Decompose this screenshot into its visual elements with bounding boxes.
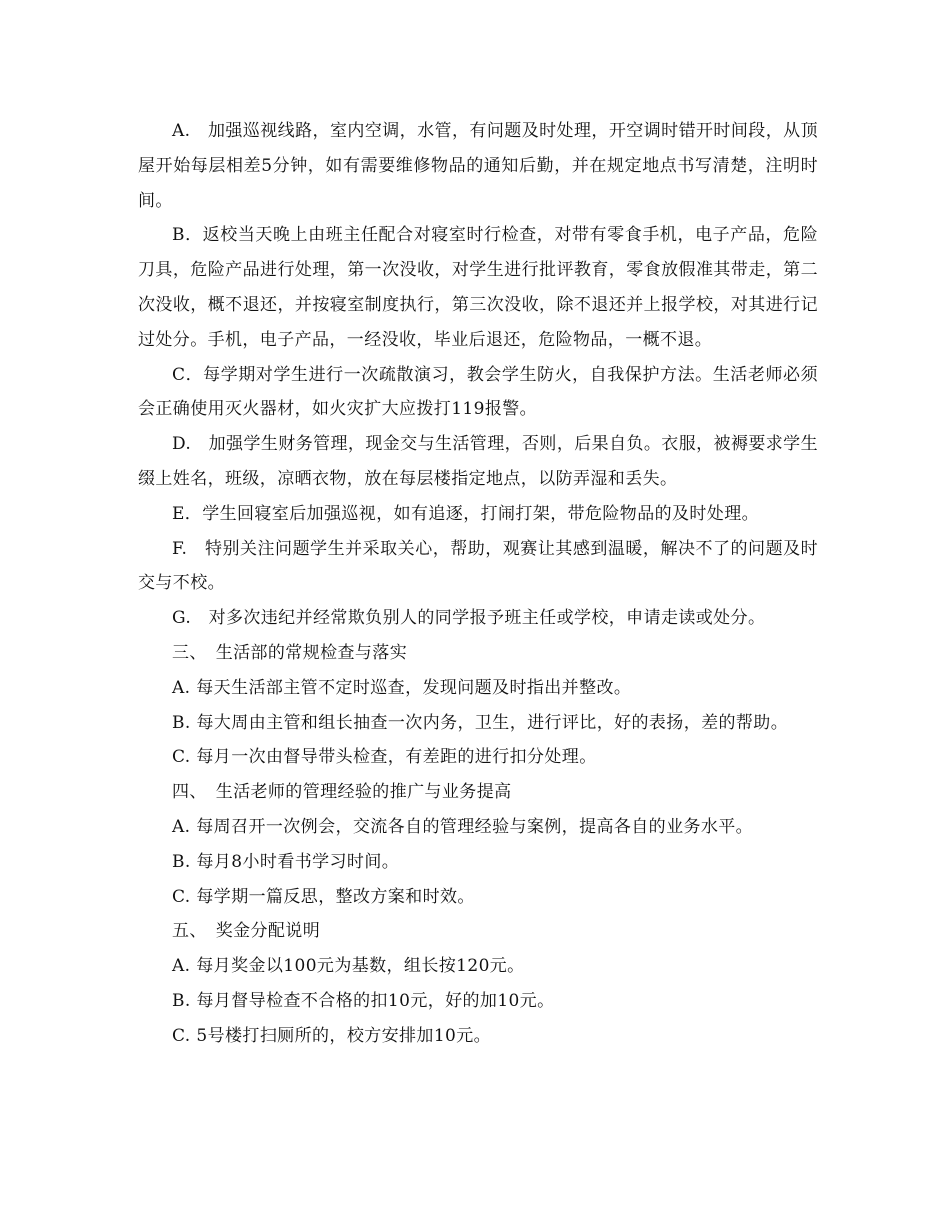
section-heading-3: 三、 生活部的常规检查与落实	[172, 642, 408, 663]
paragraph-b-dorm-check: B．返校当天晚上由班主任配合对寝室时行检查，对带有零食手机，电子产品，危险刀具，危险产品进行处理，第一次没收，对学生进行批评教育，零食放假准其带走，第二次没收，概不退还，并按寝室制度执行，第三次没收，除不退还并上报学校，对其进行记过处分。手机，电子产品，一经没收，毕业后退还，危险物品，一概不退。	[138, 225, 818, 350]
paragraph-5c: C. 5号楼打扫厕所的，校方安排加10元。	[172, 1025, 492, 1046]
paragraph-c-fire-drill: C．每学期对学生进行一次疏散演习，教会学生防火，自我保护方法。生活老师必须会正确使用灭火器材，如火灾扩大应拨打119报警。	[138, 364, 818, 420]
paragraph-g-discipline: G. 对多次违纪并经常欺负别人的同学报予班主任或学校，申请走读或处分。	[172, 608, 766, 629]
paragraph-5b: B. 每月督导检查不合格的扣10元，好的加10元。	[172, 990, 555, 1011]
paragraph-f-care: F. 特别关注问题学生并采取关心，帮助，观赛让其感到温暖，解决不了的问题及时交与不校。	[138, 538, 818, 594]
paragraph-3b: B. 每大周由主管和组长抽查一次内务，卫生，进行评比，好的表扬，差的帮助。	[172, 712, 789, 733]
paragraph-4c: C. 每学期一篇反思，整改方案和时效。	[172, 886, 475, 907]
paragraph-4b: B. 每月8小时看书学习时间。	[172, 851, 400, 872]
paragraph-4a: A. 每周召开一次例会，交流各自的管理经验与案例，提高各自的业务水平。	[172, 816, 754, 837]
section-heading-5: 五、 奖金分配说明	[172, 921, 321, 942]
paragraph-d-finance: D. 加强学生财务管理，现金交与生活管理，否则，后果自负。衣服，被褥要求学生缀上姓名，班级，凉晒衣物，放在每层楼指定地点，以防弄湿和丢失。	[138, 434, 818, 489]
paragraph-3a: A. 每天生活部主管不定时巡查，发现问题及时指出并整改。	[172, 677, 632, 698]
paragraph-a-inspection: A. 加强巡视线路，室内空调，水管，有问题及时处理，开空调时错开时间段，从顶屋开始每层相差5分钟，如有需要维修物品的通知后勤，并在规定地点书写清楚，注明时间。	[138, 121, 818, 211]
document-body	[138, 114, 818, 1054]
paragraph-e-patrol: E．学生回寝室后加强巡视，如有追逐，打闹打架，带危险物品的及时处理。	[172, 503, 760, 524]
section-heading-4: 四、 生活老师的管理经验的推广与业务提高	[172, 782, 512, 803]
paragraph-3c: C. 每月一次由督导带头检查，有差距的进行扣分处理。	[172, 747, 597, 768]
paragraph-5a: A. 每月奖金以100元为基数，组长按120元。	[172, 956, 525, 977]
